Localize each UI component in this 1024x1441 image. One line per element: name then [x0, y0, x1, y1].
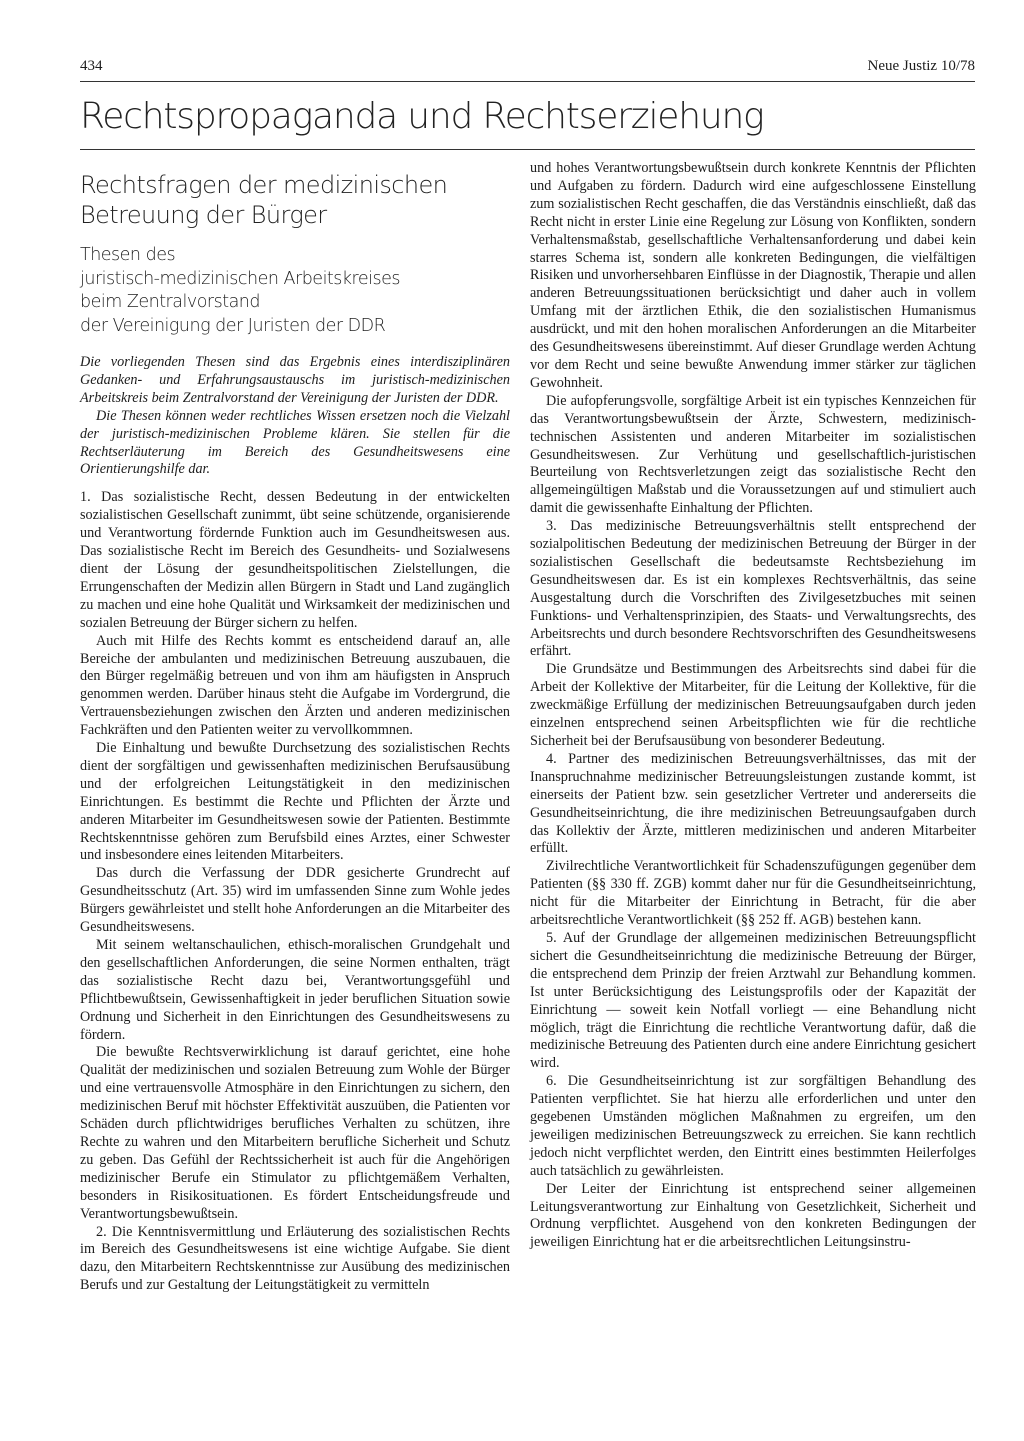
body-paragraph: und hohes Verantwortungsbewußtsein durch konkrete Kenntnis der Pflichten und Aufgaben zu fördern. Dadurch wird eine aufgeschlossene Einstellung zum sozialistischen Recht geschaffen, die das Verständnis einschließt, daß das Recht nicht in erster Linie eine Regelung zur Lösung von Konflikten, sondern Verhaltensmaßstab, gesellschaftliche Verhaltensanforderung und dabei kein starres Schema ist, sondern alle konkreten Bedingungen, die vielfältigen Risiken und unvorhersehbaren Einflüsse in der Diagnostik, Therapie und allen anderen Betreuungssituationen berücksichtigt und daher auch in vollem Umfang mit der ärztlichen Ethik, die den sozialistischen Humanismus ausdrückt, und mit den hohen moralischen Anforderungen an die Mitarbeiter des Gesundheitswesens übereinstimmt. Auf dieser Grundlage werden Achtung vor dem Recht und seine bewußte Anwendung immer stärker zur täglichen Gewohnheit.	[530, 160, 976, 391]
body-paragraph: Die Einhaltung und bewußte Durchsetzung des sozialistischen Rechts dient der sorgfältigen und gewissenhaften medizinischen Berufsausübung und der erfolgreichen Leitungstätigkeit in den medizinischen Einrichtungen. Es bestimmt die Rechte und Pflichten der Ärzte und anderen Mitarbeiter im Gesundheitswesen sowie der Patienten. Bestimmte Rechtskenntnisse gehören zum Berufsbild eines Arztes, einer Schwester und insbesondere eines leitenden Mitarbeiters.	[80, 740, 510, 864]
body-paragraph: Das durch die Verfassung der DDR gesicherte Grundrecht auf Gesundheitsschutz (Art. 35) wird im umfassenden Sinne zum Wohle jedes Bürgers gewährleistet und stellt hohe Anforderungen an die Mitarbeiter des Gesundheitswesens.	[80, 865, 510, 936]
body-paragraph: Mit seinem weltanschaulichen, ethisch-moralischen Grundgehalt und den gesellschaftlichen Anforderungen, die seine Normen enthalten, trägt das sozialistische Recht dazu bei, Verantwortungsgefühl und Pflichtbewußtsein, Gewissenhaftigkeit in jeder beruflichen Situation sowie Ordnung und Sicherheit in den Einrichtungen des Gesundheitswesens zu fördern.	[80, 937, 510, 1043]
article-subtitle	[80, 244, 510, 338]
right-column	[530, 160, 976, 1252]
subtitle-line: juristisch-medizinischen Arbeitskreises	[80, 268, 400, 289]
body-text-right	[530, 160, 976, 1252]
subtitle-line: Thesen des	[80, 245, 176, 265]
body-paragraph: 3. Das medizinische Betreuungsverhältnis stellt entsprechend der sozialpolitischen Bedeutung der medizinischen Betreuung der Bürger in der sozialistischen Gesellschaft die bedeutsamste Rechtsbeziehung im Gesundheitswesen dar. Es ist ein komplexes Rechtsverhältnis, das seine Ausgestaltung durch die Vorschriften des Zivilgesetzbuches mit seinen Funktions- und Verhaltensprinzipien, des Staats- und Verwaltungsrechts, des Arbeitsrechts und durch besondere Rechtsvorschriften des Gesundheitswesens erfährt.	[530, 518, 976, 660]
article-title: Rechtsfragen der medizinischen Betreuung der Bürger	[80, 171, 448, 229]
section-title: Rechtspropaganda und Rechtserziehung	[80, 96, 764, 137]
running-header	[80, 58, 975, 78]
body-paragraph: Zivilrechtliche Verantwortlichkeit für Schadenszufügungen gegenüber dem Patienten (§§ 330 ff. ZGB) kommt daher nur für die Gesundheitseinrichtung, nicht für die Mitarbeiter der Einrichtung in Betracht, für die aber arbeitsrechtliche Verantwortlichkeit (§§ 252 ff. AGB) bestehen kann.	[530, 858, 976, 929]
lead-paragraph: Die Thesen können weder rechtliches Wissen ersetzen noch die Vielzahl der juristisch-medizinischen Probleme klären. Sie stellen für die Rechtserläuterung im Bereich des Gesundheitswesens eine Orientierungshilfe dar.	[80, 407, 510, 478]
body-paragraph: 6. Die Gesundheitseinrichtung ist zur sorgfältigen Behandlung des Patienten verpflichtet. Sie hat hierzu alle erforderlichen und unter den gegebenen Umständen möglichen Maßnahmen zu ergreifen, um den jeweiligen medizinischen Betreuungszweck zu erreichen. Sie kann rechtlich jedoch nicht verpflichtet werden, den Eintritt eines bestimmten Heilerfolges auch tatsächlich zu gewährleisten.	[530, 1073, 976, 1179]
subtitle-line: beim Zentralvorstand	[80, 292, 260, 312]
body-paragraph: Der Leiter der Einrichtung ist entsprechend seiner allgemeinen Leitungsverantwortung zur Einhaltung von Gesetzlichkeit, Sicherheit und Ordnung verpflichtet. Ausgehend von den konkreten Bedingungen der jeweiligen Einrichtung hat er die arbeitsrechtlichen Leitungsinstru-	[530, 1180, 976, 1251]
subtitle-line: der Vereinigung der Juristen der DDR	[80, 315, 386, 336]
page-number: 434	[80, 58, 103, 74]
body-paragraph: Auch mit Hilfe des Rechts kommt es entscheidend darauf an, alle Bereiche der ambulanten und medizinischen Betreuung auszubauen, die den Bürger regelmäßig betreuen und von ihm am häufigsten in Anspruch genommen werden. Darüber hinaus steht die Aufgabe im Vordergrund, die Vertrauensbeziehungen zwischen den Ärzten und anderen medizinischen Fachkräften und den Patienten weiter zu vervollkommnen.	[80, 632, 510, 739]
body-paragraph: Die Grundsätze und Bestimmungen des Arbeitsrechts sind dabei für die Arbeit der Kollektive der Mitarbeiter, für die Leitung der Kollektive, für die zweckmäßige Erfüllung der medizinischen Betreuungsaufgaben durch jeden einzelnen entsprechend seinen Arbeitspflichten wie für die rechtliche Sicherheit bei der Berufsausübung von besonderer Bedeutung.	[530, 661, 976, 749]
lead-text	[80, 354, 510, 479]
header-rule	[80, 81, 975, 82]
section-rule	[80, 149, 975, 150]
body-paragraph: Die aufopferungsvolle, sorgfältige Arbeit ist ein typisches Kennzeichen für das Verantwortungsbewußtsein der Ärzte, Schwestern, medizinisch-technischen Assistenten und anderen Mitarbeiter im sozialistischen Gesundheitswesen. Zur Verhütung und gesellschaftlich-juristischen Beurteilung von Rechtsverletzungen zeigt das sozialistische Recht den allgemeingültigen Maßstab und die Voraussetzungen auf und stimuliert auch damit die gewissenhafte Einhaltung der Pflichten.	[530, 392, 976, 517]
lead-paragraph: Die vorliegenden Thesen sind das Ergebnis eines interdisziplinären Gedanken- und Erfahrungsaustauschs im juristisch-medizinischen Arbeitskreis beim Zentralvorstand der Vereinigung der Juristen der DDR.	[80, 354, 510, 406]
body-paragraph: 1. Das sozialistische Recht, dessen Bedeutung in der entwickelten sozialistischen Gesellschaft zunimmt, übt seine schützende, organisierende und Verantwortung fördernde Funktion auch im Gesundheitswesen aus. Das sozialistische Recht im Bereich des Gesundheits- und Sozialwesens dient der Lösung der gesundheitspolitischen Zielstellungen, die Errungenschaften der Medizin allen Bürgern in Stadt und Land zugänglich zu machen und eine hohe Qualität und Wirksamkeit der medizinischen und sozialen Betreuung der Bürger sichern zu helfen.	[80, 489, 510, 631]
body-paragraph: 2. Die Kenntnisvermittlung und Erläuterung des sozialistischen Rechts im Bereich des Gesundheitswesens ist eine wichtige Aufgabe. Sie dient dazu, den Mitarbeitern Rechtskenntnisse zur Ausübung des medizinischen Berufs und zur Gestaltung der Leitungstätigkeit zu vermitteln	[80, 1223, 510, 1294]
journal-issue: Neue Justiz 10/78	[867, 58, 975, 74]
body-paragraph: 4. Partner des medizinischen Betreuungsverhältnisses, das mit der Inanspruchnahme medizinischer Betreuungsleistungen zustande kommt, ist einerseits der Patient bzw. sein gesetzlicher Vertreter und andererseits die Gesundheitseinrichtung, die ihre medizinischen Betreuungsaufgaben durch das Kollektiv der Ärzte, mittleren medizinischen und anderen Mitarbeiter erfüllt.	[530, 750, 976, 857]
body-paragraph: 5. Auf der Grundlage der allgemeinen medizinischen Betreuungspflicht sichert die Gesundheitseinrichtung die medizinische Betreuung der Bürger, die entsprechend dem Prinzip der freien Arztwahl zur Behandlung kommen. Ist unter Berücksichtigung des Leistungsprofils oder der Kapazität der Einrichtung — soweit kein Notfall vorliegt — eine Behandlung nicht möglich, trägt die Einrichtung die rechtliche Verantwortung dafür, daß die medizinische Betreuung des Patienten durch eine andere Einrichtung gesichert wird.	[530, 929, 976, 1072]
left-column	[80, 170, 510, 1295]
body-text-left	[80, 489, 510, 1295]
body-paragraph: Die bewußte Rechtsverwirklichung ist darauf gerichtet, eine hohe Qualität der medizinischen und sozialen Betreuung zum Wohle der Bürger und eine vertrauensvolle Atmosphäre in den Einrichtungen zu sichern, den medizinischen Beruf mit höchster Effektivität auszuüben, die Patienten vor Schäden durch pflichtwidriges berufliches Verhalten zu schützen, ihre Rechte zu wahren und den Mitarbeitern berufliche Sicherheit und Schutz zu geben. Das Gefühl der Rechtssicherheit ist auch für die Angehörigen medizinischer Berufe ein Stimulator zu pflichtgemäßem Verhalten, besonders in Risikosituationen. Es fördert Entscheidungsfreude und Verantwortungsbewußtsein.	[80, 1044, 510, 1222]
